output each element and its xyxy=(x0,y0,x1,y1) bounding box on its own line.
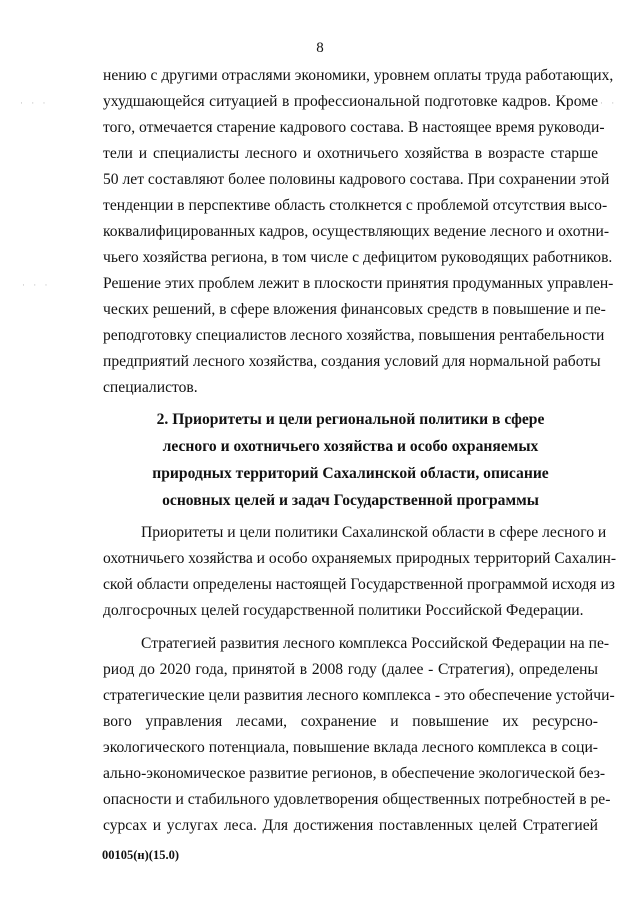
text-line: экологического потенциала, повышение вклада лесного комплекса в соци- xyxy=(103,739,598,756)
page-number: 8 xyxy=(316,40,324,56)
text-line: специалистов. xyxy=(103,379,198,396)
text-line: охотничьего хозяйства и особо охраняемых природных территорий Сахалин- xyxy=(103,550,617,567)
text-line: сурсах и услугах леса. Для достижения поставленных целей Стратегией xyxy=(103,817,598,834)
scan-speckles-left: · · · xyxy=(20,98,49,108)
heading-line: природных территорий Сахалинской области, описание xyxy=(152,465,549,482)
text-line: тенденции в перспективе область столкнется с проблемой отсутствия высо- xyxy=(103,197,608,214)
text-line: опасности и стабильного удовлетворения общественных потребностей в ре- xyxy=(103,791,611,808)
text-line: предприятий лесного хозяйства, создания условий для нормальной работы xyxy=(103,353,601,370)
text-line: чьего хозяйства региона, в том числе с дефицитом руководящих работников. xyxy=(103,249,613,266)
scan-speckles-left-2: · · · xyxy=(22,280,51,290)
text-line: ально-экономическое развитие регионов, в обеспечение экологической без- xyxy=(103,765,606,782)
text-line: нению с другими отраслями экономики, уровнем оплаты труда работающих, xyxy=(103,67,614,84)
text-line: риод до 2020 года, принятой в 2008 году (далее - Стратегия), определены xyxy=(103,661,598,678)
heading-line: основных целей и задач Государственной программы xyxy=(162,492,539,509)
text-line: того, отмечается старение кадрового состава. В настоящее время руководи- xyxy=(103,119,605,136)
text-line: тели и специалисты лесного и охотничьего хозяйства в возрасте старше xyxy=(103,145,598,162)
document-code: 00105(н)(15.0) xyxy=(102,848,179,862)
heading-line: лесного и охотничьего хозяйства и особо охраняемых xyxy=(162,438,539,455)
text-line: вого управления лесами, сохранение и повышение их ресурсно- xyxy=(103,713,598,730)
text-line: ческих решений, в сфере вложения финансовых средств в повышение и пе- xyxy=(103,301,606,318)
text-line: Стратегией развития лесного комплекса Российской Федерации на пе- xyxy=(141,635,610,652)
text-line: Решение этих проблем лежит в плоскости принятия продуманных управлен- xyxy=(103,275,614,292)
text-line: реподготовку специалистов лесного хозяйства, повышения рентабельности xyxy=(103,327,605,344)
text-line: стратегические цели развития лесного комплекса - это обеспечение устойчи- xyxy=(103,687,615,704)
scan-speckles-right: · · xyxy=(600,98,618,108)
text-line: 50 лет составляют более половины кадрового состава. При сохранении этой xyxy=(103,171,610,188)
text-line: коквалифицированных кадров, осуществляющих ведение лесного и охотни- xyxy=(103,223,610,240)
heading-line: 2. Приоритеты и цели региональной политики в сфере xyxy=(156,411,545,428)
text-line: ской области определены настоящей Государственной программой исходя из xyxy=(103,576,615,593)
text-line: Приоритеты и цели политики Сахалинской области в сфере лесного и xyxy=(141,524,607,541)
text-line: долгосрочных целей государственной политики Российской Федерации. xyxy=(103,602,584,619)
text-line: ухудшающейся ситуацией в профессиональной подготовке кадров. Кроме xyxy=(103,93,598,110)
